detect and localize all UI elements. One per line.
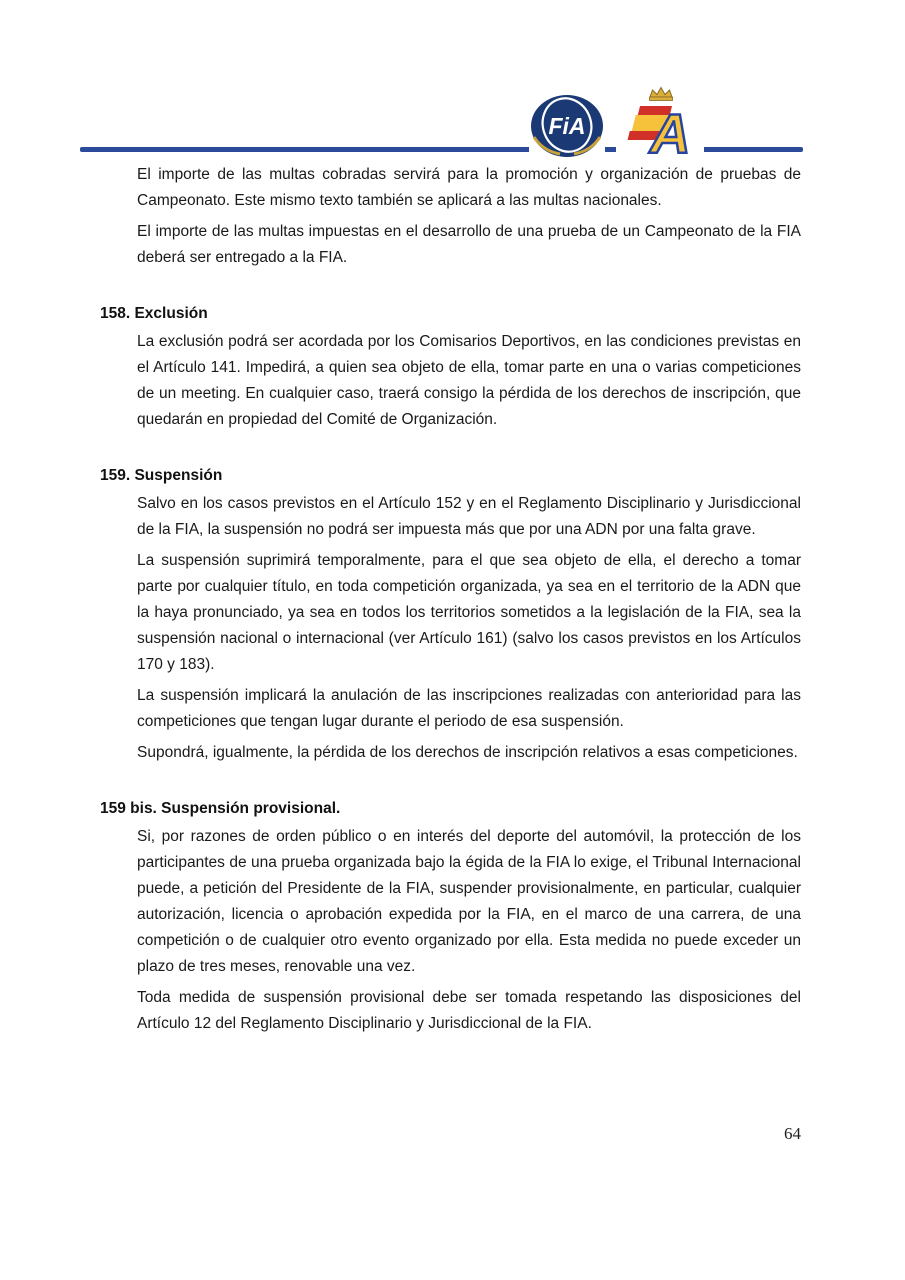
rfeda-logo-graphic (616, 82, 704, 160)
paragraph: La suspensión implicará la anulación de las inscripciones realizadas con anterioridad para las competiciones que tengan lugar durante el periodo de esa suspensión. (137, 687, 801, 730)
section-159bis-suspension-provisional (100, 796, 801, 1037)
section-158-exclusion (100, 301, 801, 433)
paragraph: El importe de las multas cobradas servirá para la promoción y organización de pruebas de Campeonato. Este mismo texto también se aplicará a las multas nacionales. (137, 166, 801, 209)
section-heading: 159. Suspensión (100, 467, 223, 484)
crown-icon (650, 88, 673, 101)
paragraph: Toda medida de suspensión provisional debe ser tomada respetando las disposiciones del Artículo 12 del Reglamento Disciplinario y Jurisdiccional de la FIA. (137, 989, 801, 1032)
rfeda-logo (616, 82, 704, 160)
paragraph: Si, por razones de orden público o en interés del deporte del automóvil, la protección de los participantes de una prueba organizada bajo la égida de la FIA lo exige, el Tribunal Internacional puede, a petición del Presidente de la FIA, suspender provisionalmente, en particular, cualquier autorización, licencia o aprobación expedida por la FIA, en el marco de una carrera, de una competición o de cualquier otro evento organizado por ella. Esta medida no puede exceder un plazo de tres meses, renovable una vez. (137, 828, 801, 975)
paragraph: Salvo en los casos previstos en el Artículo 152 y en el Reglamento Disciplinario y Jurisdiccional de la FIA, la suspensión no podrá ser impuesta más que por una ADN por una falta grave. (137, 495, 801, 538)
paragraph: El importe de las multas impuestas en el desarrollo de una prueba de un Campeonato de la FIA deberá ser entregado a la FIA. (137, 223, 801, 266)
fia-logo (529, 93, 605, 159)
paragraph: La exclusión podrá ser acordada por los Comisarios Deportivos, en las condiciones previstas en el Artículo 141. Impedirá, a quien sea objeto de ella, tomar parte en una o varias competiciones de un meeting. En cualquier caso, traerá consigo la pérdida de los derechos de inscripción, que quedarán en propiedad del Comité de Organización. (137, 333, 801, 428)
fia-logo-text: FiA (548, 113, 586, 139)
section-heading: 159 bis. Suspensión provisional. (100, 800, 341, 817)
document-content (100, 162, 801, 1042)
paragraph: La suspensión suprimirá temporalmente, para el que sea objeto de ella, el derecho a tomar parte por cualquier título, en toda competición organizada, ya sea en el territorio de la ADN que la haya pronunciado, ya sea en todos los territorios sometidos a la legislación de la FIA, sea la suspensión nacional o internacional (ver Artículo 161) (salvo los casos previstos en los Artículos 170 y 183). (137, 552, 801, 673)
page-number: 64 (784, 1124, 801, 1143)
fia-logo-graphic (529, 93, 605, 159)
rfeda-letter-a: A (650, 102, 691, 160)
section-159-suspension (100, 463, 801, 766)
section-heading: 158. Exclusión (100, 305, 208, 322)
paragraph: Supondrá, igualmente, la pérdida de los derechos de inscripción relativos a esas competiciones. (137, 744, 798, 761)
